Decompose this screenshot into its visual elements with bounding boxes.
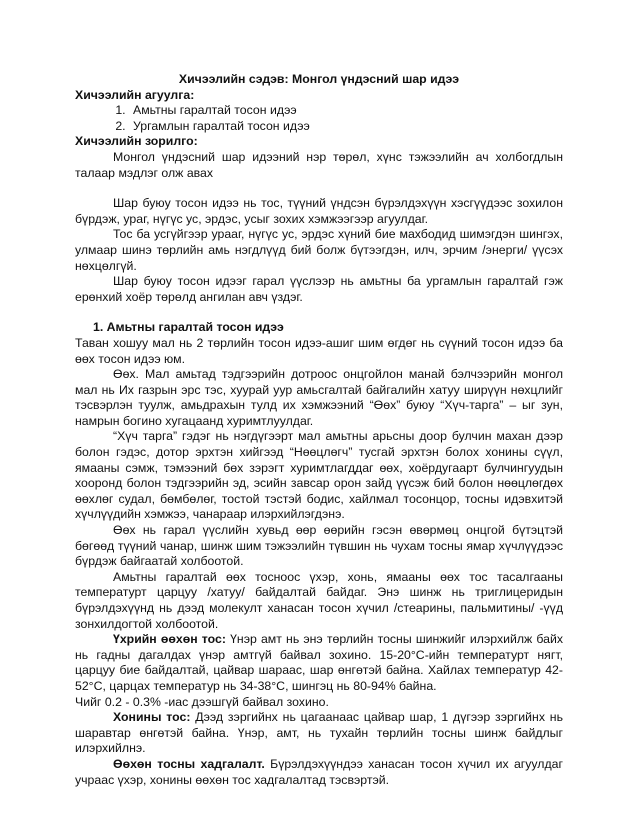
section-lead: Таван хошуу мал нь 2 төрлийн тосон идээ-ашиг шим өгдөг нь сүүний тосон идээ ба өөх тосон идээ юм. [75, 335, 563, 366]
paragraph-moisture: Чийг 0.2 - 0.3% -иас дээшгүй байвал зохино. [75, 694, 329, 709]
beef-fat-term: Үхрийн өөхөн тос: [113, 632, 226, 647]
content-list [75, 103, 563, 134]
paragraph-mutton-fat [75, 710, 563, 757]
document-body [75, 72, 563, 788]
paragraph-origin: Өөх нь гарал үүслийн хувьд өөр өөрийн гэсэн өвөрмөц онцгой бүтэцтэй бөгөөд түүний чанар, шинж шим тэжээлийн түвшин нь чухам тосны ямар хүчлүүдээс бүрдэж байгаатай холбоотой. [75, 523, 563, 569]
goal-text: Монгол үндэсний шар идээний нэр төрөл, хүнс тэжээлийн ач холбогдлын талаар мэдлэг олж авах [75, 149, 563, 180]
intro-paragraph: Шар буюу тосон идээ нь тос, түүний үндсэн бүрэлдэхүүн хэсгүүдээс зохилон бүрдэж, ураг, нүгүс ус, эрдэс, усыг зохих хэмжээгээр агуулдаг. [75, 196, 563, 226]
intro-paragraph: Шар буюу тосон идээг гарал үүслээр нь амьтны ба ургамлын гаралтай гэж ерөнхий хоёр төрөлд ангилан авч үздэг. [75, 274, 563, 304]
list-item: 2. Ургамлын гаралтай тосон идээ [129, 119, 563, 135]
beef-fat-text: Үнэр амт нь энэ төрлийн тосны шинжийг илэрхийлж байх нь гадны дагалдах үнэр амтгүй байвал зохино. 15-20°С-ийн температурт нягт, царцуу бие байдалтай, цайвар шараас, шар өнгөтэй байна. Хайлах температур 42-52°С, царцах температур нь 34-38°С, шингэц нь 80-94% байна. [75, 632, 563, 693]
paragraph-strength: “Хүч тарга” гэдэг нь нэгдүгээрт мал амьтны арьсны доор булчин махан дээр болон гэдэс, дотор эрхтэн хийгээд “Нөөцлөгч” тусгай эрхтэн болох хонины сүүл, ямааны сэмж, тэмээний бөх зэрэгт хуримтлагддаг өөх, хоёрдугаарт булчингуудын хооронд болон тэдгээрийн эд, эсийн завсар орон зайд үүсэж бий болон нөөцлөгдөх өөхлөг судал, бөмбөлөг, тостой тэстэй бодис, хайлмал тосонцор, тосны идэвхитэй хүчлүүдийн хэмжээ, чанараар илэрхийлэгдэнэ. [75, 429, 563, 522]
intro-paragraph: Тос ба усгүйгээр урааг, нүгүс ус, эрдэс хүний бие махбодид шимэгдэн шингэх, улмаар шинэ төрлийн амь нэгдлүүд бий болж бүтээгдэн, илч, эрчим /энерги/ үүсэх нөхцөлгүй. [75, 227, 563, 273]
storage-term: Өөхөн тосны хадгалалт. [113, 756, 265, 771]
list-item: 1. Амьтны гаралтай тосон идээ [129, 103, 563, 119]
paragraph-animal-fats: Амьтны гаралтай өөх тосноос үхэр, хонь, ямааны өөх тос тасалгааны температурт царцуу /хатуу/ байдалтай байдаг. Энэ шинж нь триглицеридын бүрэлдэхүүнд нь дээд молекулт ханасан тосон хүчил /стеарины, пальмитины/ -үүд зонхилдогтой холбоотой. [75, 569, 563, 631]
storage-text: Бүрэлдэхүүндээ ханасан тосон хүчил их агуулдаг учраас үхэр, хонины өөхөн тос хадгалалтад тэсвэртэй. [75, 756, 563, 787]
mutton-fat-text: Дээд зэргийнх нь цагаанаас цайвар шар, 1 дүгээр зэргийнх нь шаравтар өнгөтэй байна. Үнэр, амт, нь тухайн төрлийн тосны шинж байдлыг илэрхийлнэ. [75, 710, 563, 756]
content-heading: Хичээлийн агуулга: [75, 87, 195, 102]
paragraph-fat: Өөх. Мал амьтад тэдгээрийн дотроос онцгойлон манай бэлчээрийн монгол мал нь Их газрын эрс тэс, хуурай уур амьсгалтай байгалийн хатуу ширүүн нөхцлийг тэсвэрлэн туулж, амьдрахын тулд их хэмжээний “Өөх” буюу “Хүч-тарга” – ыг зун, намрын богино хугацаанд хуримтлуулдаг. [75, 367, 563, 428]
goal-heading: Хичээлийн зорилго: [75, 134, 198, 149]
mutton-fat-term: Хонины тос: [113, 710, 191, 725]
section-heading: 1. Амьтны гаралтай тосон идээ [93, 320, 284, 335]
lesson-title: Хичээлийн сэдэв: Монгол үндэсний шар идээ [178, 72, 460, 86]
paragraph-beef-fat [75, 632, 563, 694]
paragraph-storage [75, 757, 563, 788]
